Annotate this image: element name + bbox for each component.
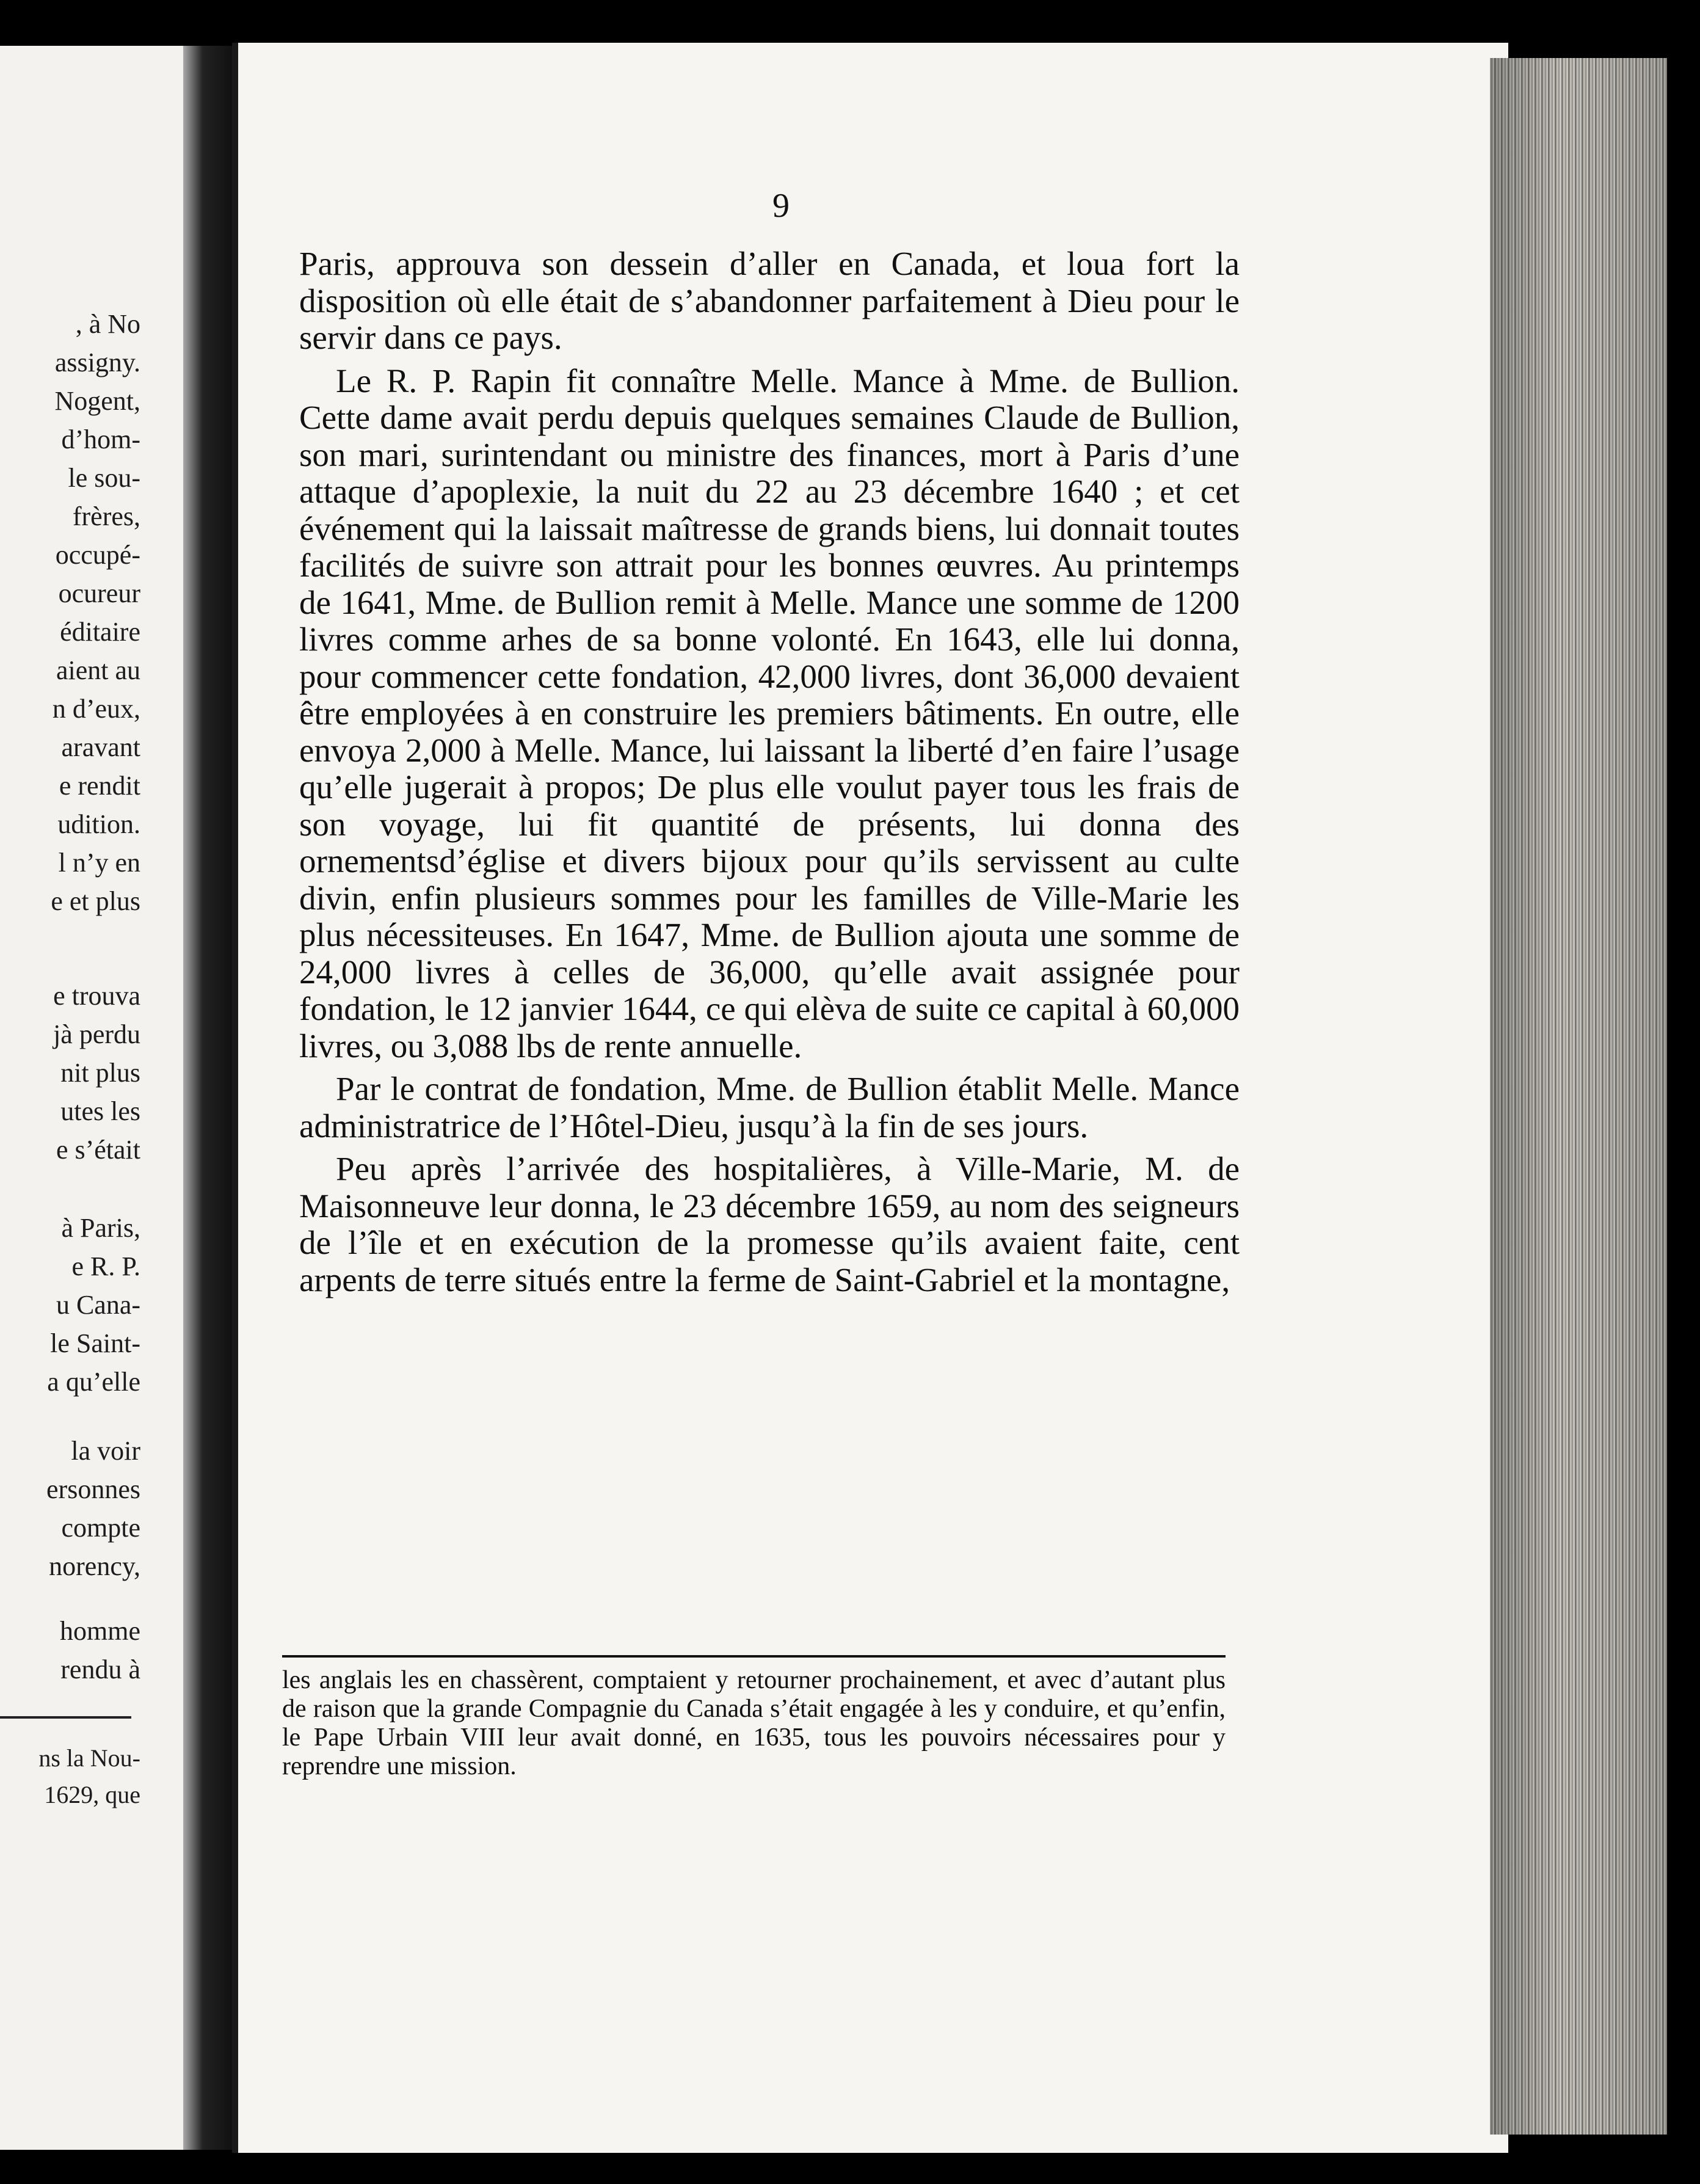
left-line: utes les	[60, 1096, 140, 1126]
paragraph: Paris, approuva son dessein d’aller en Canada, et loua fort la disposition où elle était de s’abandonner parfaitement à Dieu pour le servir dans ce pays.	[299, 245, 1240, 356]
left-line: u Cana-	[56, 1290, 140, 1320]
left-line: ocureur	[58, 578, 140, 608]
left-line: assigny.	[54, 348, 140, 377]
left-line: homme	[60, 1616, 140, 1646]
left-line: e rendit	[59, 771, 140, 801]
left-line: e trouva	[53, 981, 140, 1011]
left-line: à Paris,	[61, 1213, 140, 1243]
left-line: le Saint-	[50, 1328, 140, 1358]
page-block-shadow	[1490, 58, 1667, 2135]
left-line: 1629, que	[44, 1781, 140, 1808]
left-line: aient au	[56, 655, 140, 685]
left-line: rendu à	[60, 1654, 140, 1684]
footnote: les anglais les en chassèrent, comptaient y retourner prochainement, et avec d’autant plus de raison que la grande Compagnie du Canada s’était engagée à les y conduire, et qu’enfin, le Pape Urbain VIII leur avait donné, en 1635, tous les pouvoirs nécessaires pour y reprendre une mission.	[282, 1666, 1226, 1780]
left-footnote-rule	[0, 1716, 131, 1719]
paragraph: Le R. P. Rapin fit connaître Melle. Mance à Mme. de Bullion. Cette dame avait perdu depuis quelques semaines Claude de Bullion, son mari, surintendant ou ministre des finances, mort à Paris d’une attaque d’apoplexie, la nuit du 22 au 23 décembre 1640 ; et cet événement qui la laissait maîtresse de grands biens, lui donnait toutes facilités de suivre son attrait pour les bonnes œuvres. Au printemps de 1641, Mme. de Bullion remit à Melle. Mance une somme de 1200 livres comme arhes de sa bonne volonté. En 1643, elle lui donna, pour commencer cette fondation, 42,000 livres, dont 36,000 devaient être employées à en construire les premiers bâtiments. En outre, elle envoya 2,000 à Melle. Mance, lui laissant la liberté d’en faire l’usage qu’elle jugerait à propos; De plus elle voulut payer tous les frais de son voyage, lui fit quantité de présents, lui donna des ornementsd’église et divers bijoux pour qu’ils servissent au culte divin, enfin plusieurs sommes pour les familles de Ville-Marie les plus nécessiteuses. En 1647, Mme. de Bullion ajouta une somme de 24,000 livres à celles de 36,000, qu’elle avait assignée pour fondation, le 12 janvier 1644, ce qui elèva de suite ce capital à 60,000 livres, ou 3,088 lbs de rente annuelle.	[299, 362, 1240, 1065]
footnote-rule	[282, 1655, 1226, 1658]
left-line: le sou-	[68, 463, 140, 493]
left-line: a qu’elle	[47, 1367, 140, 1397]
left-line: nit plus	[60, 1058, 140, 1088]
left-line: l n’y en	[58, 848, 140, 878]
left-line: éditaire	[60, 617, 140, 647]
left-line: , à No	[75, 309, 140, 339]
left-line: aravant	[61, 732, 140, 762]
book-gutter	[183, 46, 232, 2150]
left-line: compte	[61, 1513, 140, 1543]
left-line: e et plus	[51, 886, 140, 916]
left-line: d’hom-	[61, 424, 140, 454]
page-number: 9	[772, 187, 790, 225]
left-line: e s’était	[56, 1135, 140, 1165]
paragraph: Peu après l’arrivée des hospitalières, à Ville-Marie, M. de Maisonneuve leur donna, le 23 décembre 1659, au nom des seigneurs de l’île et en exécution de la promesse qu’ils avaient faite, cent arpents de terre situés entre la ferme de Saint-Gabriel et la montagne,	[299, 1150, 1240, 1298]
left-line: occupé-	[55, 540, 140, 570]
left-line: norency,	[49, 1551, 140, 1581]
left-line: ersonnes	[46, 1474, 140, 1504]
left-line: Nogent,	[54, 386, 140, 416]
left-line: frères,	[72, 501, 140, 531]
left-line: jà perdu	[53, 1019, 140, 1049]
left-line: udition.	[57, 809, 140, 839]
left-line: la voir	[71, 1436, 140, 1466]
paragraph: Par le contrat de fondation, Mme. de Bullion établit Melle. Mance administratrice de l’Hôtel-Dieu, jusqu’à la fin de ses jours.	[299, 1070, 1240, 1145]
left-line: e R. P.	[71, 1251, 140, 1281]
left-line: ns la Nou-	[38, 1744, 140, 1772]
body-text	[299, 246, 1240, 1305]
left-line: n d’eux,	[52, 694, 140, 724]
